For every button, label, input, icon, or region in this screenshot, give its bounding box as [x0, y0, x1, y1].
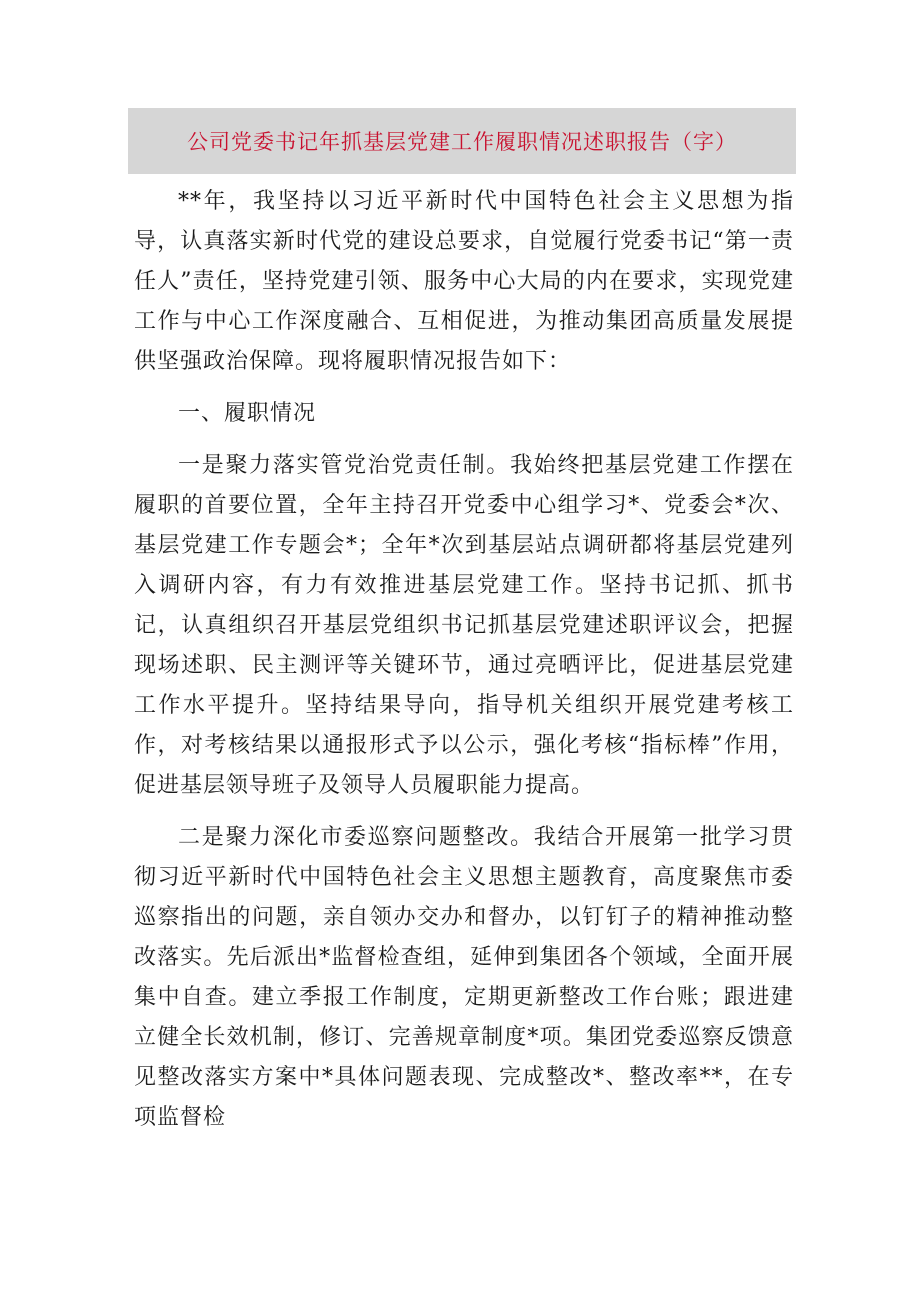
document-title: 公司党委书记年抓基层党建工作履职情况述职报告（字） — [187, 130, 737, 154]
section-heading: 一、履职情况 — [178, 401, 317, 426]
paragraph-1: 一是聚力落实管党治党责任制。我始终把基层党建工作摆在履职的首要位置，全年主持召开党委中心组学习*、党委会*次、基层党建工作专题会*；全年*次到基层站点调研都将基层党建列入调研内容，有力有效推进基层党建工作。坚持书记抓、抓书记，认真组织召开基层党组织书记抓基层党建述职评议会，把握现场述职、民主测评等关键环节，通过亮晒评比，促进基层党建工作水平提升。坚持结果导向，指导机关组织开展党建考核工作，对考核结果以通报形式予以公示，强化考核“指标棒”作用，促进基层领导班子及领导人员履职能力提高。 — [134, 453, 794, 798]
title-banner — [128, 108, 796, 174]
paragraph-2: 二是聚力深化市委巡察问题整改。我结合开展第一批学习贯彻习近平新时代中国特色社会主义思想主题教育，高度聚焦市委巡察指出的问题，亲自领办交办和督办，以钉钉子的精神推动整改落实。先后派出*监督检查组，延伸到集团各个领域，全面开展集中自查。建立季报工作制度，定期更新整改工作台账；跟进建立健全长效机制，修订、完善规章制度*项。集团党委巡察反馈意见整改落实方案中*具体问题表现、完成整改*、整改率**，在专项监督检 — [134, 825, 794, 1130]
document-body — [134, 182, 794, 1138]
intro-paragraph: **年，我坚持以习近平新时代中国特色社会主义思想为指导，认真落实新时代党的建设总要求，自觉履行党委书记“第一责任人”责任，坚持党建引领、服务中心大局的内在要求，实现党建工作与中心工作深度融合、互相促进，为推动集团高质量发展提供坚强政治保障。现将履职情况报告如下： — [134, 189, 794, 374]
